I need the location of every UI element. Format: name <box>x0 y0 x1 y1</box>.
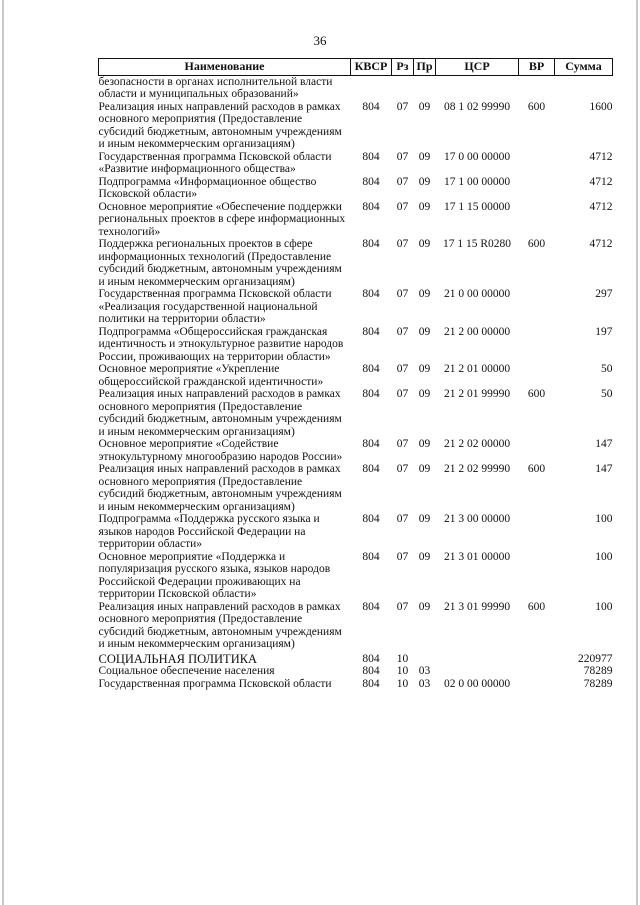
cell-pr: 09 <box>418 363 431 375</box>
table-row <box>99 101 613 151</box>
cell-pr: 09 <box>418 288 431 300</box>
cell-sum: 50 <box>601 363 613 375</box>
cell-rz: 07 <box>396 463 409 475</box>
cell-name: Государственная программа Псковской области <box>98 677 332 690</box>
table-row <box>99 651 613 666</box>
scan-edge-left <box>2 0 4 905</box>
table-row <box>99 678 613 691</box>
cell-sum: 297 <box>595 288 613 300</box>
cell-sum: 220977 <box>578 652 613 665</box>
cell-kvsr: 804 <box>362 652 380 665</box>
budget-table <box>98 58 613 690</box>
table-row <box>99 513 613 551</box>
cell-vr <box>519 151 555 176</box>
header-kvsr: КВСР <box>351 59 392 76</box>
cell-sum: 4712 <box>589 150 613 163</box>
cell-kvsr: 804 <box>362 665 380 677</box>
cell-name: Основное мероприятие «Укрепление общероссийской гражданской идентичности» <box>98 363 324 388</box>
cell-vr <box>519 75 555 101</box>
table-row <box>99 201 613 239</box>
cell-kvsr: 804 <box>362 677 380 690</box>
cell-sum: 4712 <box>589 175 613 188</box>
table-row <box>99 551 613 601</box>
cell-pr: 09 <box>418 100 431 113</box>
cell-sum: 78289 <box>583 665 613 677</box>
cell-csr <box>436 665 519 678</box>
cell-pr <box>414 651 436 666</box>
cell-rz: 07 <box>396 388 409 400</box>
cell-vr <box>519 551 555 601</box>
cell-kvsr: 804 <box>362 100 380 113</box>
table-row <box>99 601 613 651</box>
cell-rz: 07 <box>396 150 409 163</box>
cell-vr <box>519 176 555 201</box>
cell-kvsr: 804 <box>362 288 380 300</box>
cell-vr <box>519 678 555 691</box>
header-csr: ЦСР <box>436 59 519 76</box>
cell-rz: 07 <box>396 513 409 525</box>
cell-rz: 10 <box>396 677 409 690</box>
cell-kvsr: 804 <box>362 200 380 213</box>
table-body <box>99 75 613 690</box>
cell-vr <box>519 288 555 326</box>
table-row <box>99 238 613 288</box>
cell-pr: 09 <box>418 150 431 163</box>
cell-name: Государственная программа Псковской области «Реализация государственной национальной политики на территории области» <box>98 288 332 325</box>
cell-name: Подпрограмма «Поддержка русского языка и языков народов Российской Федерации на территории области» <box>98 513 320 550</box>
cell-kvsr: 804 <box>362 513 380 525</box>
cell-sum: 1600 <box>589 100 613 113</box>
cell-name: Социальное обеспечение населения <box>98 665 275 677</box>
cell-csr: 21 3 01 00000 <box>443 550 511 563</box>
cell-kvsr: 804 <box>362 438 380 450</box>
cell-csr: 21 3 00 00000 <box>443 513 511 525</box>
cell-sum: 4712 <box>589 200 613 213</box>
cell-rz: 07 <box>396 600 409 613</box>
cell-pr: 09 <box>418 238 431 250</box>
table-row <box>99 463 613 513</box>
cell-rz: 10 <box>396 652 409 665</box>
cell-pr: 09 <box>418 438 431 450</box>
cell-csr: 21 3 01 99990 <box>443 600 511 613</box>
page-number: 36 <box>313 33 327 48</box>
table-row <box>99 438 613 463</box>
cell-csr: 17 1 15 00000 <box>443 200 511 213</box>
cell-sum: 78289 <box>583 677 613 690</box>
cell-sum <box>555 75 613 101</box>
cell-name: Реализация иных направлений расходов в рамках основного мероприятия (Предоставление субсидий бюджетным, автономным учреждениям и иным некоммерческим организациям) <box>98 600 342 650</box>
cell-kvsr: 804 <box>362 325 380 338</box>
cell-vr: 600 <box>527 238 546 250</box>
cell-vr <box>519 665 555 678</box>
cell-sum: 50 <box>601 388 613 400</box>
cell-pr: 09 <box>418 550 431 563</box>
cell-name: Реализация иных направлений расходов в рамках основного мероприятия (Предоставление субсидий бюджетным, автономным учреждениям и иным некоммерческим организациям) <box>98 463 342 513</box>
cell-kvsr: 804 <box>362 150 380 163</box>
cell-csr: 17 1 15 R0280 <box>442 238 512 250</box>
cell-csr: 21 2 02 99990 <box>443 463 511 475</box>
cell-vr <box>519 651 555 666</box>
cell-csr: 21 0 00 00000 <box>443 288 511 300</box>
table-row <box>99 388 613 438</box>
cell-kvsr: 804 <box>362 363 380 375</box>
cell-sum: 100 <box>595 550 613 563</box>
cell-rz: 07 <box>396 325 409 338</box>
cell-rz: 07 <box>396 363 409 375</box>
cell-kvsr: 804 <box>362 238 380 250</box>
cell-name: безопасности в органах исполнительной власти области и муниципальных образований» <box>98 75 333 100</box>
cell-csr: 21 2 01 00000 <box>443 363 511 375</box>
cell-pr: 09 <box>418 200 431 213</box>
header-rz: Рз <box>392 59 414 76</box>
cell-csr: 08 1 02 99990 <box>443 100 511 113</box>
cell-sum: 100 <box>595 600 613 613</box>
cell-pr: 03 <box>418 677 431 690</box>
cell-vr <box>519 326 555 364</box>
cell-pr: 09 <box>418 388 431 400</box>
cell-csr: 17 1 00 00000 <box>443 175 511 188</box>
cell-csr <box>436 75 519 101</box>
header-name: Наименование <box>99 59 351 76</box>
cell-pr: 09 <box>418 513 431 525</box>
cell-sum: 147 <box>595 463 613 475</box>
cell-vr: 600 <box>527 388 546 400</box>
cell-csr <box>436 651 519 666</box>
table-row <box>99 363 613 388</box>
cell-name: Основное мероприятие «Обеспечение поддержки региональных проектов в сфере информационных технологий» <box>98 200 346 238</box>
cell-pr: 09 <box>418 463 431 475</box>
cell-name: Государственная программа Псковской области «Развитие информационного общества» <box>98 150 332 175</box>
cell-name: СОЦИАЛЬНАЯ ПОЛИТИКА <box>98 651 258 666</box>
cell-kvsr: 804 <box>362 388 380 400</box>
header-vr: ВР <box>519 59 555 76</box>
table-row <box>99 326 613 364</box>
cell-name: Поддержка региональных проектов в сфере информационных технологий (Предоставление субсидий бюджетным, автономным учреждениям и иным некоммерческим организациям) <box>98 238 342 288</box>
cell-sum: 147 <box>595 438 613 450</box>
cell-name: Основное мероприятие «Поддержка и популяризация русского языка, языков народов Российской Федерации проживающих на территории Псковской области» <box>98 550 331 600</box>
cell-vr: 600 <box>527 463 546 475</box>
table-row <box>99 288 613 326</box>
cell-name: Реализация иных направлений расходов в рамках основного мероприятия (Предоставление субсидий бюджетным, автономным учреждениям и иным некоммерческим организациям) <box>98 100 342 150</box>
table-row <box>99 665 613 678</box>
cell-rz: 07 <box>396 175 409 188</box>
cell-csr: 02 0 00 00000 <box>443 677 511 690</box>
cell-vr <box>519 201 555 239</box>
cell-sum: 197 <box>595 325 613 338</box>
table-row <box>99 75 613 101</box>
cell-csr: 17 0 00 00000 <box>443 150 511 163</box>
cell-pr: 03 <box>418 665 431 677</box>
cell-csr: 21 2 00 00000 <box>443 325 511 338</box>
header-pr: Пр <box>414 59 436 76</box>
cell-rz: 07 <box>396 438 409 450</box>
cell-kvsr: 804 <box>362 600 380 613</box>
cell-pr <box>414 75 436 101</box>
header-sum: Сумма <box>555 59 613 76</box>
cell-pr: 09 <box>418 175 431 188</box>
cell-kvsr: 804 <box>362 463 380 475</box>
cell-vr: 600 <box>527 100 546 113</box>
cell-pr: 09 <box>418 600 431 613</box>
scan-edge-right <box>636 0 638 905</box>
cell-kvsr: 804 <box>362 550 380 563</box>
cell-name: Подпрограмма «Общероссийская гражданская идентичность и этнокультурное развитие народов России, проживающих на территории области» <box>98 325 344 363</box>
cell-rz: 07 <box>396 200 409 213</box>
table-row <box>99 176 613 201</box>
cell-vr <box>519 438 555 463</box>
cell-name: Реализация иных направлений расходов в рамках основного мероприятия (Предоставление субсидий бюджетным, автономным учреждениям и иным некоммерческим организациям) <box>98 388 342 438</box>
cell-rz: 07 <box>396 550 409 563</box>
table-header-row <box>99 59 613 76</box>
cell-csr: 21 2 01 99990 <box>443 388 511 400</box>
cell-csr: 21 2 02 00000 <box>443 438 511 450</box>
cell-vr <box>519 513 555 551</box>
cell-sum: 100 <box>595 513 613 525</box>
cell-sum: 4712 <box>589 238 613 250</box>
cell-rz: 10 <box>396 665 409 677</box>
cell-rz: 07 <box>396 238 409 250</box>
cell-kvsr <box>351 75 392 101</box>
cell-rz: 07 <box>396 100 409 113</box>
cell-rz <box>392 75 414 101</box>
cell-rz: 07 <box>396 288 409 300</box>
cell-vr: 600 <box>527 600 546 613</box>
cell-pr: 09 <box>418 325 431 338</box>
cell-vr <box>519 363 555 388</box>
table-row <box>99 151 613 176</box>
cell-name: Основное мероприятие «Содействие этнокультурному многообразию народов России» <box>98 438 343 463</box>
cell-name: Подпрограмма «Информационное общество Псковской области» <box>98 175 317 200</box>
cell-kvsr: 804 <box>362 175 380 188</box>
